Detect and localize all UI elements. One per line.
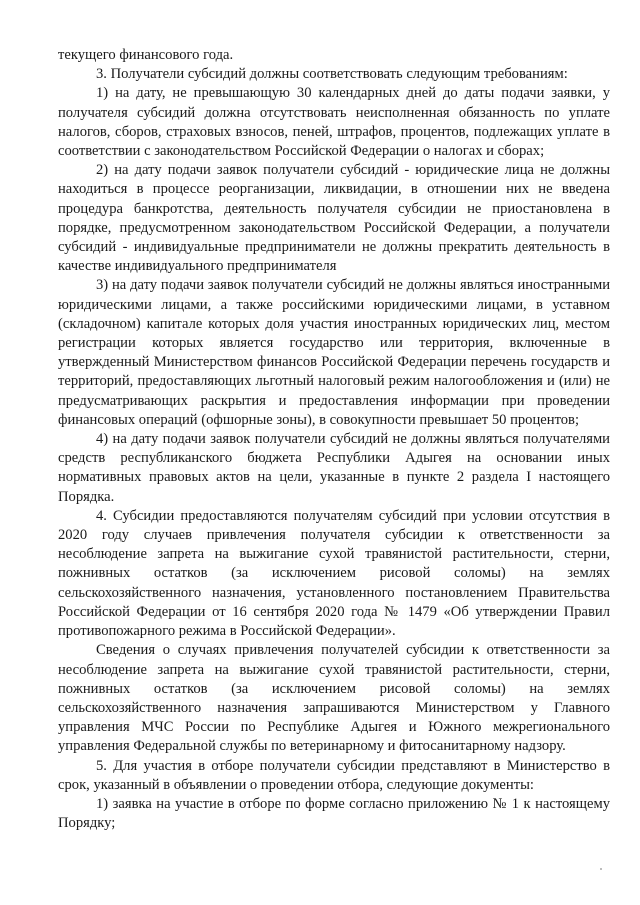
paragraph-information: Сведения о случаях привлечения получателей субсидии к ответственности за несоблюдение запрета на выжигание сухой травянистой растительности, стерни, пожнивных остатков (за исключением рисовой соломы) на землях сельскохозяйственного назначения запрашиваются Министерством у Главного управления МЧС России по Республике Адыгея и Южного межрегионального управления Федеральной службы по ветеринарному и фитосанитарному надзору.	[58, 642, 610, 755]
paragraph-requirement-2: 2) на дату подачи заявок получатели субсидий - юридические лица не должны находиться в процессе реорганизации, ликвидации, в отношении них не введена процедура банкротства, деятельность получателя субсидии не приостановлена в порядке, предусмотренном законодательством Российской Федерации, а получатели субсидий - индивидуальные предприниматели не должны прекратить деятельность в качестве индивидуального предпринимателя	[58, 162, 610, 275]
paragraph-continuation: текущего финансового года.	[58, 47, 234, 63]
document-page	[58, 46, 610, 833]
paragraph-requirement-3: 3) на дату подачи заявок получатели субсидий не должны являться иностранными юридическими лицами, а также российскими юридическими лицами, в уставном (складочном) капитале которых доля участия иностранных юридических лиц, местом регистрации которых является государство или территория, включенные в утвержденный Министерством финансов Российской Федерации перечень государств и территорий, предоставляющих льготный налоговый режим налогообложения и (или) не предусматривающих раскрытия и предоставления информации при проведении финансовых операций (офшорные зоны), в совокупности превышает 50 процентов;	[58, 277, 610, 428]
paragraph-section-4: 4. Субсидии предоставляются получателям субсидий при условии отсутствия в 2020 году случаев привлечения получателя субсидии к ответственности за несоблюдение запрета на выжигание сухой травянистой растительности, стерни, пожнивных остатков (за исключением рисовой соломы) на землях сельскохозяйственного назначения, установленного постановлением Правительства Российской Федерации от 16 сентября 2020 года № 1479 «Об утверждении Правил противопожарного режима в Российской Федерации».	[58, 507, 610, 640]
paragraph-section-3: 3. Получатели субсидий должны соответствовать следующим требованиям:	[96, 66, 568, 83]
paragraph-section-5: 5. Для участия в отборе получатели субсидии представляют в Министерство в срок, указанный в объявлении о проведении отбора, следующие документы:	[58, 757, 610, 793]
paragraph-requirement-1: 1) на дату, не превышающую 30 календарных дней до даты подачи заявки, у получателя субсидий должна отсутствовать неисполненная обязанность по уплате налогов, сборов, страховых взносов, пеней, штрафов, процентов, подлежащих уплате в соответствии с законодательством Российской Федерации о налогах и сборах;	[58, 85, 610, 160]
paragraph-document-1: 1) заявка на участие в отборе по форме согласно приложению № 1 к настоящему Порядку;	[58, 795, 610, 832]
paragraph-requirement-4: 4) на дату подачи заявок получатели субсидий не должны являться получателями средств республиканского бюджета Республики Адыгея на основании иных нормативных правовых актов на цели, указанные в пункте 2 раздела I настоящего Порядка.	[58, 431, 610, 505]
scan-dot	[600, 868, 602, 870]
